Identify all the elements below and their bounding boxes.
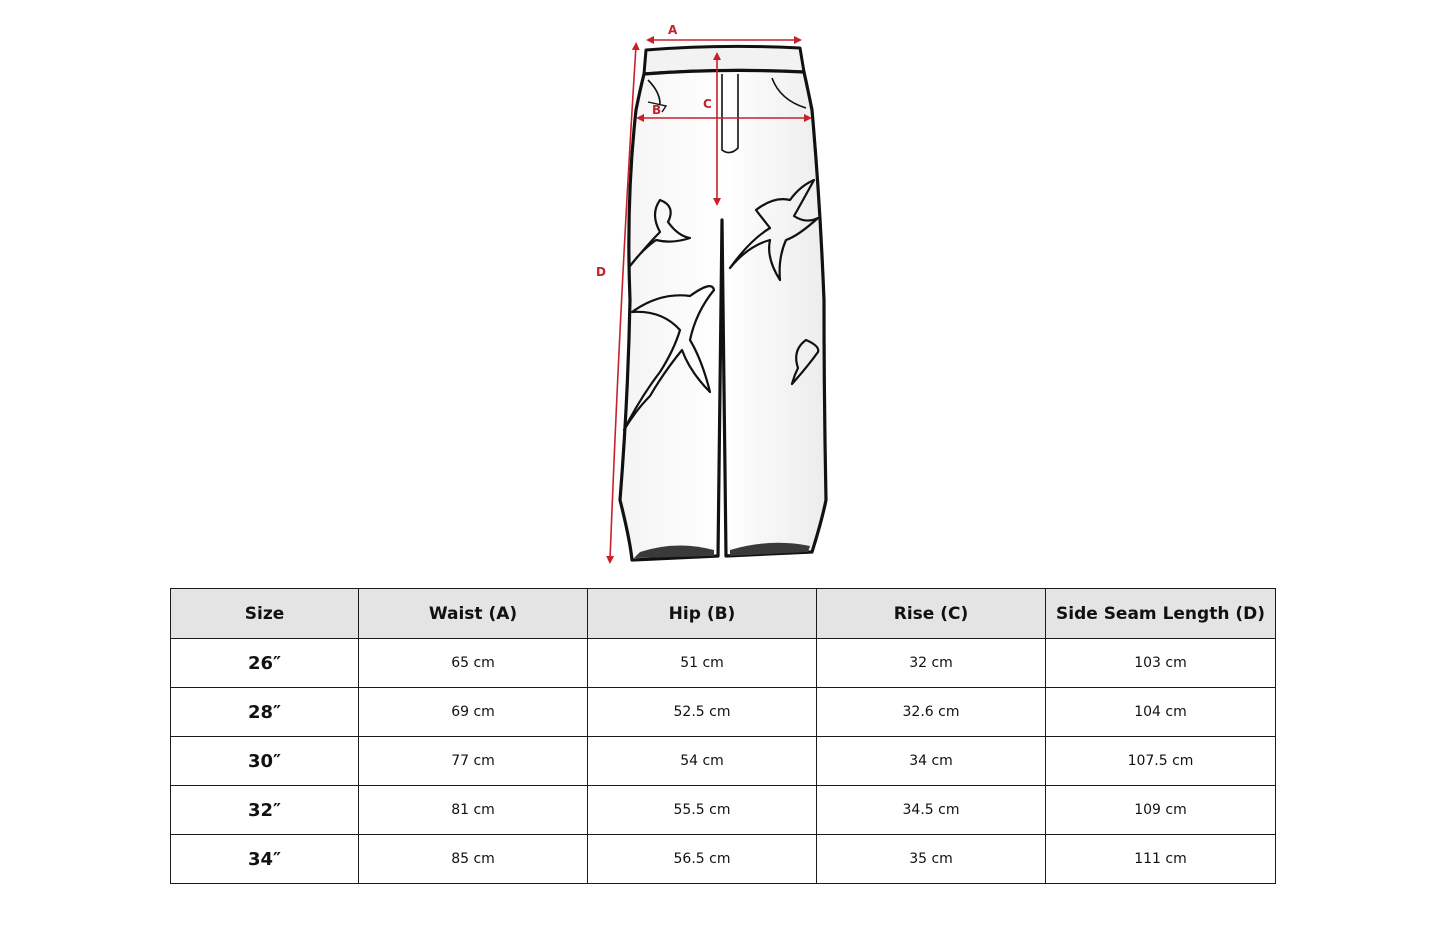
pants-measurement-diagram bbox=[580, 15, 860, 570]
rise-cell: 34.5 cm bbox=[817, 786, 1046, 835]
side-seam-cell: 103 cm bbox=[1046, 639, 1276, 688]
waist-cell: 77 cm bbox=[359, 737, 588, 786]
waist-cell: 65 cm bbox=[359, 639, 588, 688]
dimension-b-label: B bbox=[652, 103, 662, 117]
hip-cell: 51 cm bbox=[588, 639, 817, 688]
size-cell: 32″ bbox=[171, 786, 359, 835]
dimension-d-label: D bbox=[596, 265, 606, 279]
size-cell: 34″ bbox=[171, 835, 359, 884]
header-waist: Waist (A) bbox=[359, 589, 588, 639]
size-cell: 26″ bbox=[171, 639, 359, 688]
size-chart-table bbox=[170, 588, 1276, 884]
dimension-c-label: C bbox=[703, 97, 712, 111]
table-row bbox=[171, 639, 1276, 688]
rise-cell: 32 cm bbox=[817, 639, 1046, 688]
rise-cell: 35 cm bbox=[817, 835, 1046, 884]
size-cell: 30″ bbox=[171, 737, 359, 786]
header-size: Size bbox=[171, 589, 359, 639]
table-row bbox=[171, 786, 1276, 835]
header-hip: Hip (B) bbox=[588, 589, 817, 639]
rise-cell: 32.6 cm bbox=[817, 688, 1046, 737]
header-side-seam-length: Side Seam Length (D) bbox=[1046, 589, 1276, 639]
side-seam-cell: 109 cm bbox=[1046, 786, 1276, 835]
pants-outline bbox=[620, 46, 826, 560]
hip-cell: 55.5 cm bbox=[588, 786, 817, 835]
side-seam-cell: 111 cm bbox=[1046, 835, 1276, 884]
size-cell: 28″ bbox=[171, 688, 359, 737]
table-row bbox=[171, 835, 1276, 884]
hip-cell: 56.5 cm bbox=[588, 835, 817, 884]
side-seam-cell: 104 cm bbox=[1046, 688, 1276, 737]
side-seam-cell: 107.5 cm bbox=[1046, 737, 1276, 786]
dimension-a-label: A bbox=[668, 23, 678, 37]
rise-cell: 34 cm bbox=[817, 737, 1046, 786]
table-header-row bbox=[171, 589, 1276, 639]
header-rise: Rise (C) bbox=[817, 589, 1046, 639]
hip-cell: 52.5 cm bbox=[588, 688, 817, 737]
waist-cell: 81 cm bbox=[359, 786, 588, 835]
table-row bbox=[171, 688, 1276, 737]
table-row bbox=[171, 737, 1276, 786]
waist-cell: 69 cm bbox=[359, 688, 588, 737]
hip-cell: 54 cm bbox=[588, 737, 817, 786]
waist-cell: 85 cm bbox=[359, 835, 588, 884]
